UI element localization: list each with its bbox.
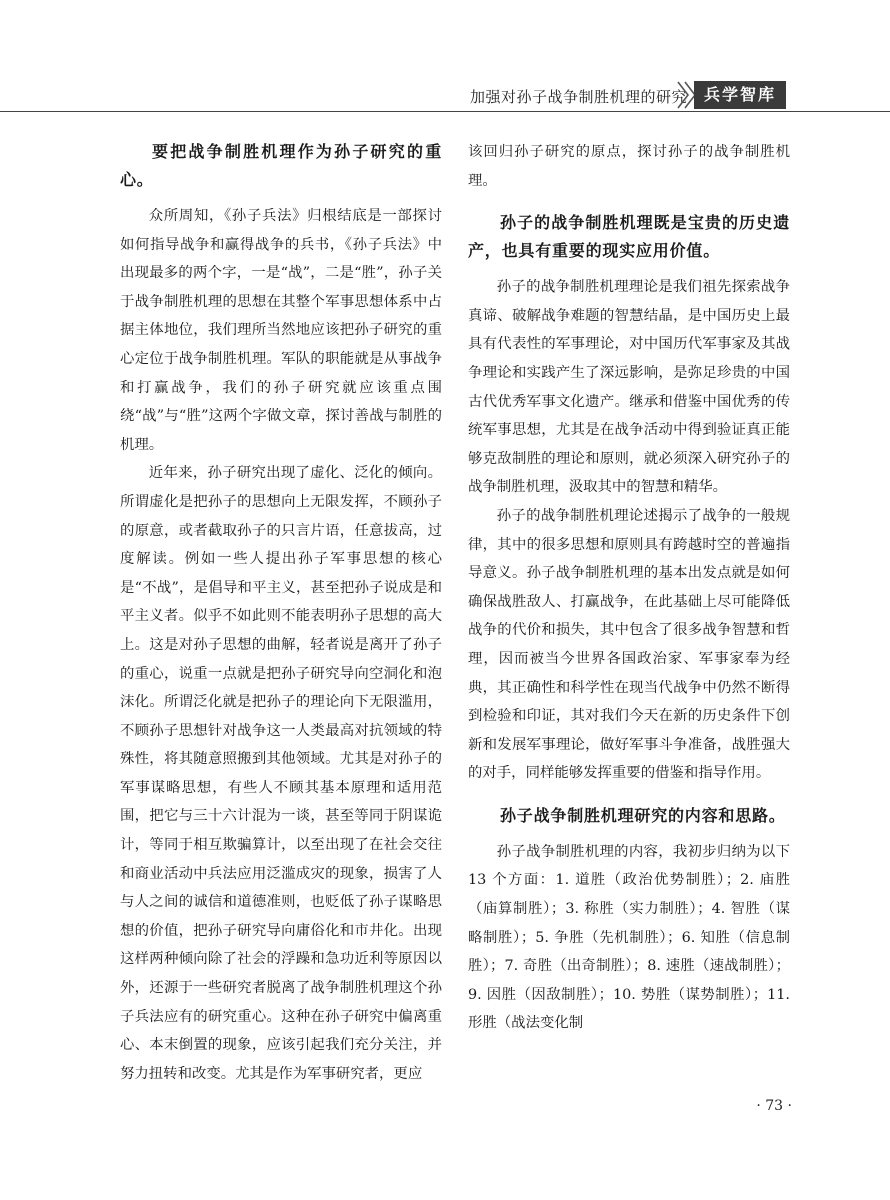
running-header-title: 加强对孙子战争制胜机理的研究 bbox=[470, 88, 688, 106]
paragraph-continuation: 该回归孙子研究的原点，探讨孙子的战争制胜机理。 bbox=[468, 144, 790, 189]
paragraph: 近年来，孙子研究出现了虚化、泛化的倾向。所谓虚化是把孙子的思想向上无限发挥，不顾孙子的原意，或者截取孙子的只言片语，任意拔高，过度解读。例如一些人提出孙子军事思想的核心是“不战”，是倡导和平主义，甚至把孙子说成是和平主义者。似乎不如此则不能表明孙子思想的高大上。这是对孙子思想的曲解，轻者说是离开了孙子的重心，说重一点就是把孙子研究导向空洞化和泡沫化。所谓泛化就是把孙子的理论向下无限滥用，不顾孙子思想针对战争这一人类最高对抗领域的特殊性，将其随意照搬到其他领域。尤其是对孙子的军事谋略思想，有些人不顾其基本原理和适用范围，把它与三十六计混为一谈，甚至等同于阴谋诡计，等同于相互欺骗算计，以至出现了在社会交往和商业活动中兵法应用泛滥成灾的现象，损害了人与人之间的诚信和道德准则，也贬低了孙子谋略思想的价值，把孙子研究导向庸俗化和市井化。出现这样两种倾向除了社会的浮躁和急功近利等原因以外，还源于一些研究者脱离了战争制胜机理这个孙子兵法应有的研究重心。这种在孙子研究中偏离重心、本末倒置的现象，应该引起我们充分关注，并努力扭转和改变。尤其是作为军事研究者，更应 bbox=[120, 465, 442, 1082]
section-badge-label: 兵学智库 bbox=[703, 85, 776, 104]
paragraph: 孙子的战争制胜机理论述揭示了战争的一般规律，其中的很多思想和原则具有跨越时空的普遍指导意义。孙子战争制胜机理的基本出发点就是如何确保战胜敌人、打赢战争，在此基础上尽可能降低战争的代价和损失，其中包含了很多战争智慧和哲理，因而被当今世界各国政治家、军事家奉为经典，其正确性和科学性在现当代战争中仍然不断得到检验和印证，其对我们今天在新的历史条件下创新和发展军事理论，做好军事斗争准备，战胜强大的对手，同样能够发挥重要的借鉴和指导作用。 bbox=[468, 507, 790, 782]
section-badge bbox=[694, 81, 786, 109]
section-heading-heritage: 孙子的战争制胜机理既是宝贵的历史遗产，也具有重要的现实应用价值。 bbox=[468, 213, 790, 261]
section-heading-content: 孙子战争制胜机理研究的内容和思路。 bbox=[500, 805, 786, 825]
left-column bbox=[120, 138, 442, 1088]
right-column bbox=[468, 138, 790, 1038]
paragraph: 孙子的战争制胜机理理论是我们祖先探索战争真谛、破解战争难题的智慧结晶，是中国历史上最具有代表性的军事理论，对中国历代军事家及其战争理论和实践产生了深远影响，是弥足珍贵的中国古代优秀军事文化遗产。继承和借鉴中国优秀的传统军事思想，尤其是在战争活动中得到验证真正能够克敌制胜的理论和原则，就必须深入研究孙子的战争制胜机理，汲取其中的智慧和精华。 bbox=[468, 279, 790, 496]
section-heading-focus: 要把战争制胜机理作为孙子研究的重心。 bbox=[120, 142, 442, 189]
paragraph: 众所周知，《孙子兵法》归根结底是一部探讨如何指导战争和赢得战争的兵书，《孙子兵法》中出现最多的两个字，一是“战”，二是“胜”，孙子关于战争制胜机理的思想在其整个军事思想体系中占据主体地位，我们理所当然地应该把孙子研究的重心定位于战争制胜机理。军队的职能就是从事战争和打赢战争，我们的孙子研究就应该重点围绕“战”与“胜”这两个字做文章，探讨善战与制胜的机理。 bbox=[120, 208, 442, 453]
running-header bbox=[0, 78, 890, 114]
paragraph: 孙子战争制胜机理的内容，我初步归纳为以下 13 个方面：1. 道胜（政治优势制胜）；2. 庙胜（庙算制胜）；3. 称胜（实力制胜）；4. 智胜（谋略制胜）；5. 争胜（先机制胜）；6. 知胜（信息制胜）；7. 奇胜（出奇制胜）；8. 速胜（速战制胜）；9. 因胜（因敌制胜）；10. 势胜（谋势制胜）；11. 形胜（战法变化制 bbox=[468, 843, 790, 1032]
page-number: · 73 · bbox=[756, 1098, 792, 1114]
header-divider bbox=[0, 111, 890, 112]
